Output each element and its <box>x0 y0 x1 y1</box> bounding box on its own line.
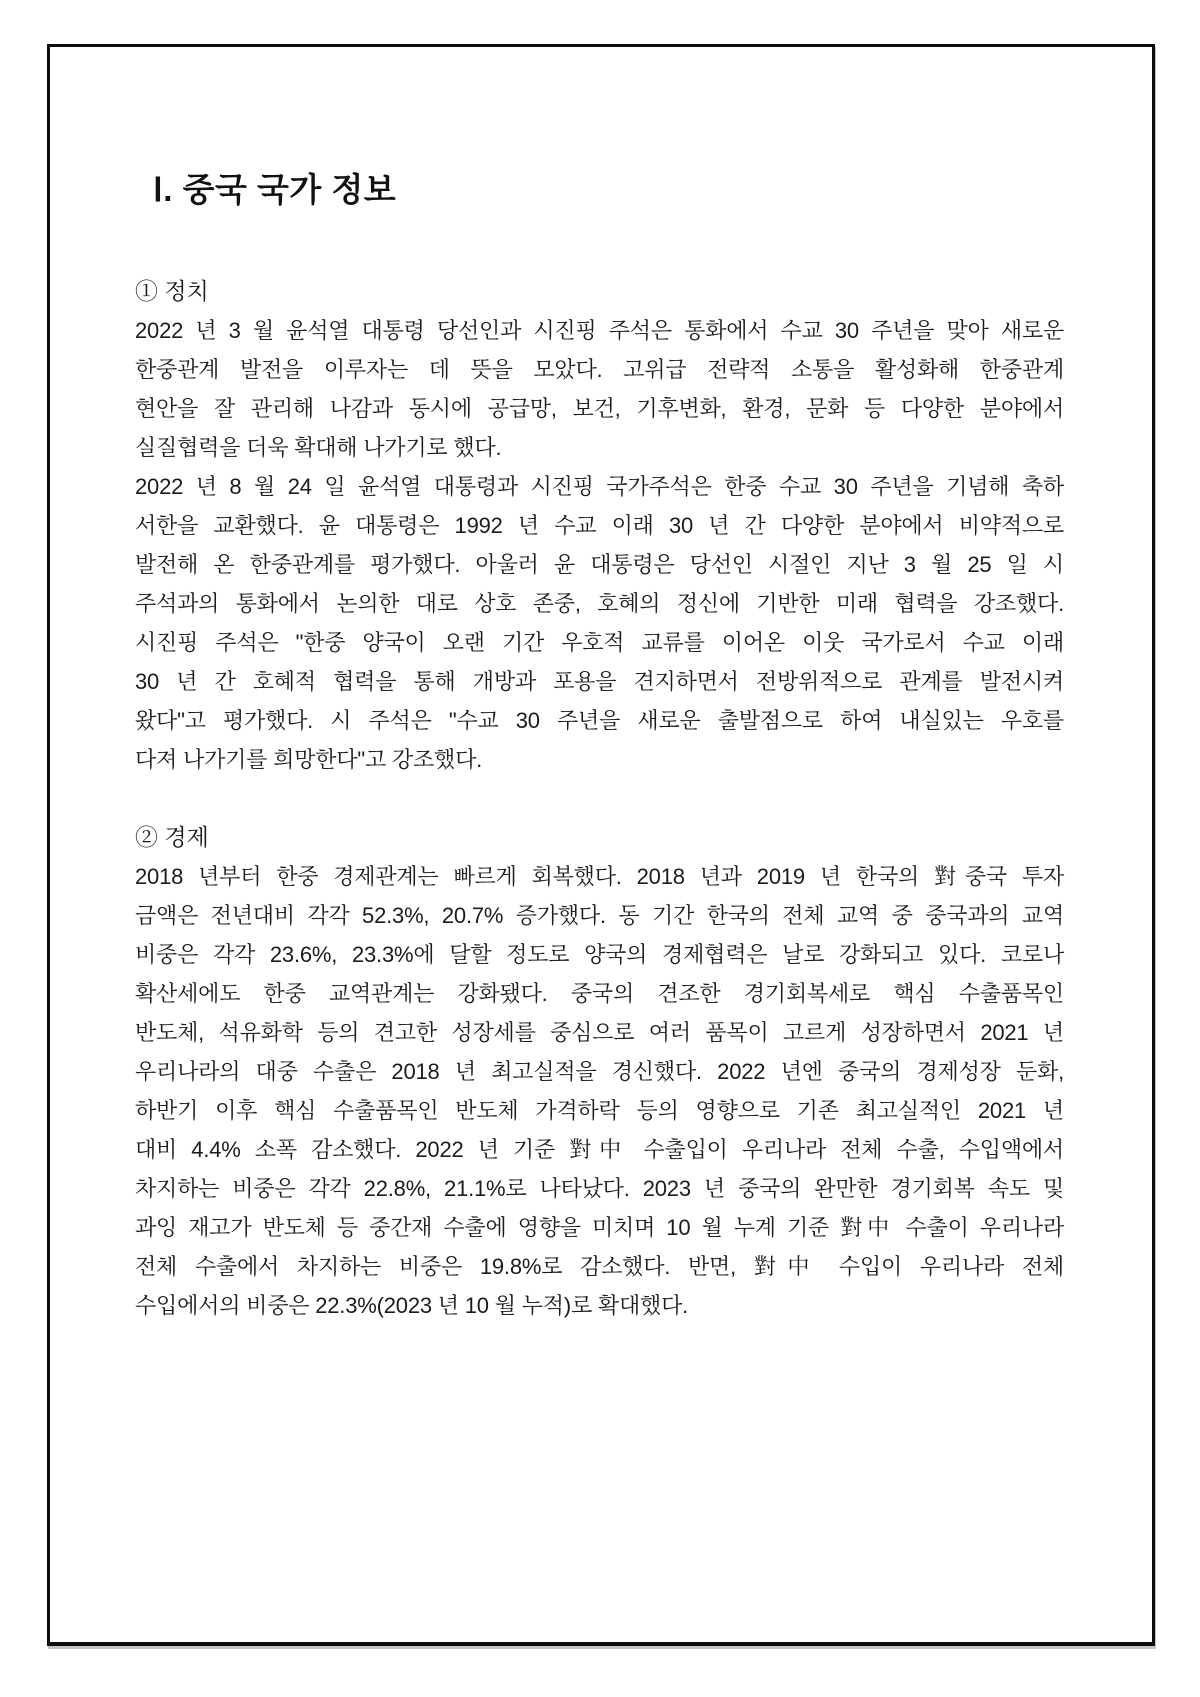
section-heading-politics: ① 정치 <box>135 278 209 304</box>
text-line: 대비 4.4% 소폭 감소했다. 2022 년 기준 對中 수출입이 우리나라 전체 수출, 수입액에서 <box>135 1137 1064 1162</box>
text-line: 주석과의 통화에서 논의한 대로 상호 존중, 호혜의 정신에 기반한 미래 협력을 강조했다. <box>135 591 1064 616</box>
sections-container <box>135 272 1064 1325</box>
text-line: 현안을 잘 관리해 나감과 동시에 공급망, 보건, 기후변화, 환경, 문화 등 다양한 분야에서 <box>135 396 1064 421</box>
text-line: 시진핑 주석은 "한중 양국이 오랜 기간 우호적 교류를 이어온 이웃 국가로서 수교 이래 <box>135 630 1064 655</box>
page-title: Ⅰ. 중국 국가 정보 <box>153 171 397 208</box>
text-line: 과잉 재고가 반도체 등 중간재 수출에 영향을 미치며 10 월 누계 기준 對中 수출이 우리나라 <box>135 1215 1064 1240</box>
text-line: 서한을 교환했다. 윤 대통령은 1992 년 수교 이래 30 년 간 다양한 분야에서 비약적으로 <box>135 513 1064 538</box>
text-line: 왔다"고 평가했다. 시 주석은 "수교 30 주년을 새로운 출발점으로 하여 내실있는 우호를 <box>135 708 1064 733</box>
text-line: 우리나라의 대중 수출은 2018 년 최고실적을 경신했다. 2022 년엔 중국의 경제성장 둔화, <box>135 1059 1064 1084</box>
paragraph <box>135 467 1064 779</box>
text-line: 하반기 이후 핵심 수출품목인 반도체 가격하락 등의 영향으로 기존 최고실적인 2021 년 <box>135 1098 1064 1123</box>
text-line: 2018 년부터 한중 경제관계는 빠르게 회복했다. 2018 년과 2019 년 한국의 對중국 투자 <box>135 864 1064 889</box>
section-economy <box>135 818 1064 1325</box>
text-line: 전체 수출에서 차지하는 비중은 19.8%로 감소했다. 반면, 對中 수입이 우리나라 전체 <box>135 1254 1064 1279</box>
document-content <box>135 0 1064 1325</box>
text-line: 반도체, 석유화학 등의 견고한 성장세를 중심으로 여러 품목이 고르게 성장하면서 2021 년 <box>135 1020 1064 1045</box>
text-line: 차지하는 비중은 각각 22.8%, 21.1%로 나타났다. 2023 년 중국의 완만한 경기회복 속도 및 <box>135 1176 1064 1201</box>
text-line: 2022 년 8 월 24 일 윤석열 대통령과 시진핑 국가주석은 한중 수교 30 주년을 기념해 축하 <box>135 474 1064 499</box>
text-line: 금액은 전년대비 각각 52.3%, 20.7% 증가했다. 동 기간 한국의 전체 교역 중 중국과의 교역 <box>135 903 1064 928</box>
section-politics <box>135 272 1064 779</box>
text-line: 확산세에도 한중 교역관계는 강화됐다. 중국의 견조한 경기회복세로 핵심 수출품목인 <box>135 981 1064 1006</box>
text-line: 실질협력을 더욱 확대해 나가기로 했다. <box>135 435 502 460</box>
text-line: 30 년 간 호혜적 협력을 통해 개방과 포용을 견지하면서 전방위적으로 관계를 발전시켜 <box>135 669 1064 694</box>
text-line: 비중은 각각 23.6%, 23.3%에 달할 정도로 양국의 경제협력은 날로 강화되고 있다. 코로나 <box>135 942 1064 967</box>
text-line: 다져 나가기를 희망한다"고 강조했다. <box>135 747 483 772</box>
text-line: 2022 년 3 월 윤석열 대통령 당선인과 시진핑 주석은 통화에서 수교 30 주년을 맞아 새로운 <box>135 318 1064 343</box>
text-line: 한중관계 발전을 이루자는 데 뜻을 모았다. 고위급 전략적 소통을 활성화해 한중관계 <box>135 357 1064 382</box>
paragraph <box>135 311 1064 467</box>
paragraph <box>135 857 1064 1325</box>
text-line: 수입에서의 비중은 22.3%(2023 년 10 월 누적)로 확대했다. <box>135 1293 689 1318</box>
text-line: 발전해 온 한중관계를 평가했다. 아울러 윤 대통령은 당선인 시절인 지난 3 월 25 일 시 <box>135 552 1064 577</box>
section-heading-economy: ② 경제 <box>135 824 209 850</box>
